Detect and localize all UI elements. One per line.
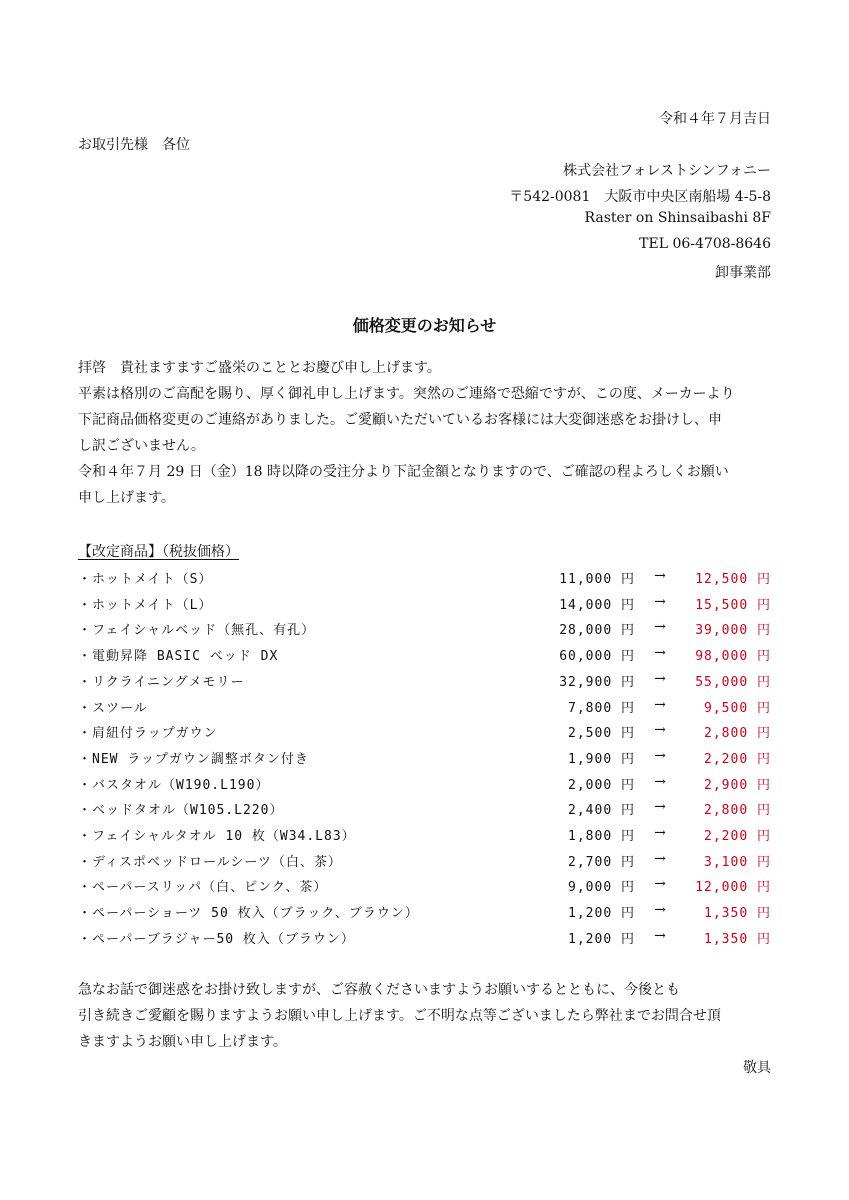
sender-department: 卸事業部 [715, 265, 771, 281]
intro-line: 申し上げます。 [78, 490, 175, 506]
arrow-icon: → [654, 645, 666, 661]
page-title: 価格変更のお知らせ [352, 316, 497, 335]
old-price: 2,400 円 [568, 803, 635, 818]
old-price: 14,000 円 [559, 598, 635, 613]
products-heading: 【改定商品】（税抜価格） [78, 544, 239, 560]
product-name: ・ホットメイト（L） [78, 598, 213, 613]
arrow-icon: → [654, 851, 666, 867]
arrow-icon: → [654, 928, 666, 944]
arrow-icon: → [654, 774, 666, 790]
new-price: 2,200 円 [704, 752, 771, 767]
addressee: お取引先様 各位 [78, 137, 190, 153]
closing-line: きますようお願い申し上げます。 [78, 1034, 287, 1050]
product-name: ・肩紐付ラップガウン [78, 726, 218, 741]
new-price: 12,000 円 [695, 880, 771, 895]
product-name: ・フェイシャルベッド（無孔、有孔） [78, 623, 316, 638]
arrow-icon: → [654, 876, 666, 892]
sender-address: 〒542-0081 大阪市中央区南船場 4-5-8 [509, 189, 771, 205]
arrow-icon: → [654, 902, 666, 918]
arrow-icon: → [654, 825, 666, 841]
intro-line: し訳ございません。 [78, 438, 205, 454]
product-name: ・ペーパースリッパ（白、ピンク、茶） [78, 880, 328, 895]
product-name: ・ペーパーブラジャー50 枚入（ブラウン） [78, 932, 355, 947]
product-name: ・リクライニングメモリー [78, 675, 245, 690]
product-name: ・ベッドタオル（W105.L220） [78, 803, 284, 818]
old-price: 1,200 円 [568, 932, 635, 947]
old-price: 11,000 円 [559, 572, 635, 587]
arrow-icon: → [654, 722, 666, 738]
arrow-icon: → [654, 568, 666, 584]
new-price: 9,500 円 [704, 701, 771, 716]
old-price: 2,700 円 [568, 855, 635, 870]
sender-building: Raster on Shinsaibashi 8F [584, 210, 771, 226]
sign-off: 敬具 [743, 1060, 771, 1076]
old-price: 28,000 円 [559, 623, 635, 638]
old-price: 7,800 円 [568, 701, 635, 716]
product-name: ・ペーパーショーツ 50 枚入（ブラック、ブラウン） [78, 906, 419, 921]
old-price: 2,000 円 [568, 778, 635, 793]
new-price: 2,800 円 [704, 726, 771, 741]
new-price: 3,100 円 [704, 855, 771, 870]
product-name: ・フェイシャルタオル 10 枚（W34.L83） [78, 829, 356, 844]
new-price: 1,350 円 [704, 906, 771, 921]
arrow-icon: → [654, 697, 666, 713]
new-price: 39,000 円 [695, 623, 771, 638]
old-price: 1,800 円 [568, 829, 635, 844]
new-price: 1,350 円 [704, 932, 771, 947]
old-price: 60,000 円 [559, 649, 635, 664]
product-name: ・NEW ラップガウン調整ボタン付き [78, 752, 309, 767]
new-price: 2,900 円 [704, 778, 771, 793]
intro-line: 平素は格別のご高配を賜り、厚く御礼申し上げます。突然のご連絡で恐縮ですが、この度、メーカーより [78, 386, 735, 402]
old-price: 32,900 円 [559, 675, 635, 690]
arrow-icon: → [654, 671, 666, 687]
new-price: 12,500 円 [695, 572, 771, 587]
product-name: ・ホットメイト（S） [78, 572, 213, 587]
old-price: 2,500 円 [568, 726, 635, 741]
new-price: 2,800 円 [704, 803, 771, 818]
intro-line: 下記商品価格変更のご連絡がありました。ご愛顧いただいているお客様には大変御迷惑をお掛けし、申 [78, 412, 722, 428]
arrow-icon: → [654, 594, 666, 610]
new-price: 15,500 円 [695, 598, 771, 613]
intro-line: 拝啓 貴社ますますご盛栄のこととお慶び申し上げます。 [78, 360, 441, 376]
product-name: ・バスタオル（W190.L190） [78, 778, 270, 793]
product-name: ・スツール [78, 701, 148, 716]
sender-tel: TEL 06-4708-8646 [639, 236, 771, 252]
new-price: 98,000 円 [695, 649, 771, 664]
product-name: ・ディスポベッドロールシーツ（白、茶） [78, 855, 342, 870]
arrow-icon: → [654, 619, 666, 635]
new-price: 55,000 円 [695, 675, 771, 690]
old-price: 9,000 円 [568, 880, 635, 895]
intro-line: 令和４年７月 29 日（金）18 時以降の受注分より下記金額となりますので、ご確認の程よろしくお願い [78, 464, 729, 480]
closing-line: 急なお話で御迷惑をお掛け致しますが、ご容赦くださいますようお願いするとともに、今後とも [78, 982, 680, 998]
sender-company: 株式会社フォレストシンフォニー [563, 163, 771, 179]
issue-date: 令和４年７月吉日 [659, 111, 771, 127]
closing-line: 引き続きご愛顧を賜りますようお願い申し上げます。ご不明な点等ございましたら弊社までお問合せ頂 [78, 1008, 721, 1024]
product-name: ・電動昇降 BASIC ベッド DX [78, 649, 279, 664]
old-price: 1,200 円 [568, 906, 635, 921]
old-price: 1,900 円 [568, 752, 635, 767]
new-price: 2,200 円 [704, 829, 771, 844]
arrow-icon: → [654, 799, 666, 815]
arrow-icon: → [654, 748, 666, 764]
